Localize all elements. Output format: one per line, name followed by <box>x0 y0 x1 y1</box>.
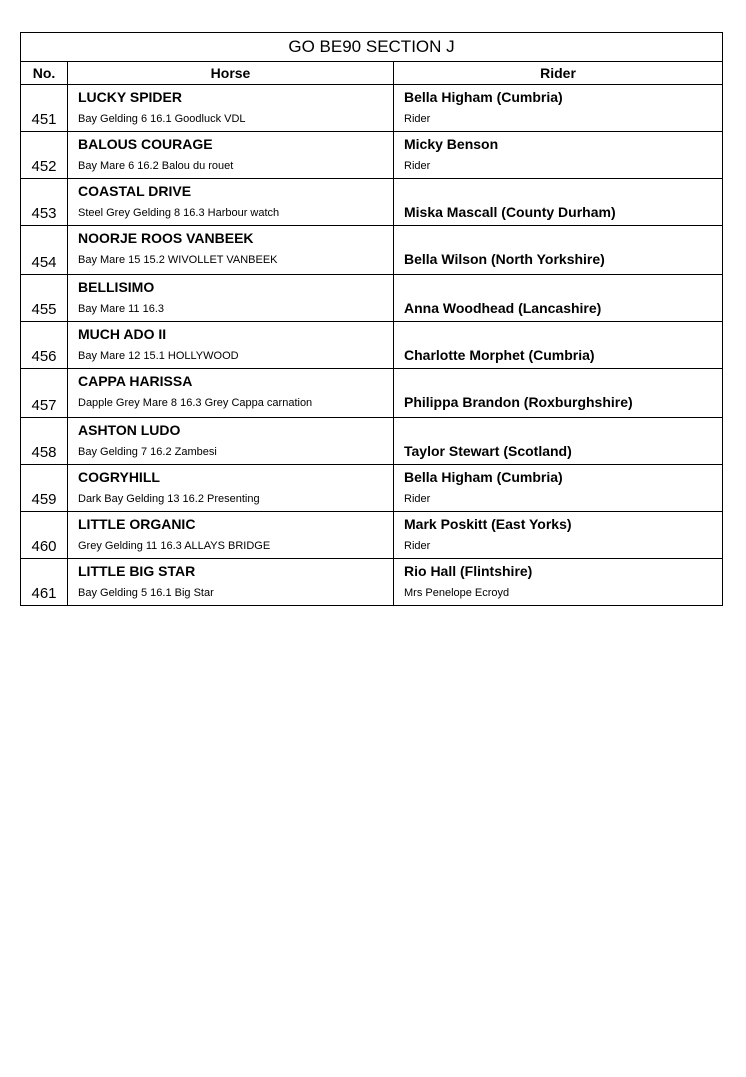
header-no: No. <box>21 62 68 85</box>
entry-number: 459 <box>21 465 68 512</box>
header-row <box>21 62 723 85</box>
table-row <box>21 369 723 418</box>
rider-name: Bella Higham (Cumbria) <box>404 469 563 485</box>
horse-details: Steel Grey Gelding 8 16.3 Harbour watch <box>78 207 280 219</box>
rider-name: Micky Benson <box>404 136 499 152</box>
entry-number: 461 <box>21 559 68 606</box>
rider-note: Rider <box>404 160 431 172</box>
rider-cell <box>394 369 723 418</box>
horse-cell <box>68 465 394 512</box>
rider-cell <box>394 132 723 179</box>
rider-name: Anna Woodhead (Lancashire) <box>404 300 602 316</box>
rider-name: Miska Mascall (County Durham) <box>404 204 616 220</box>
horse-name: BELLISIMO <box>78 279 155 295</box>
rider-cell <box>394 559 723 606</box>
horse-cell <box>68 512 394 559</box>
horse-name: MUCH ADO II <box>78 326 167 342</box>
horse-details: Dark Bay Gelding 13 16.2 Presenting <box>78 493 260 505</box>
horse-cell <box>68 132 394 179</box>
entry-number: 452 <box>21 132 68 179</box>
horse-details: Bay Mare 15 15.2 WIVOLLET VANBEEK <box>78 254 278 266</box>
entry-number: 455 <box>21 275 68 322</box>
horse-details: Bay Gelding 6 16.1 Goodluck VDL <box>78 113 246 125</box>
horse-details: Bay Mare 12 15.1 HOLLYWOOD <box>78 350 239 362</box>
rider-name: Mark Poskitt (East Yorks) <box>404 516 572 532</box>
entry-number: 457 <box>21 369 68 418</box>
table-row <box>21 559 723 606</box>
table-row <box>21 179 723 226</box>
horse-details: Dapple Grey Mare 8 16.3 Grey Cappa carnation <box>78 397 313 409</box>
rider-name: Bella Higham (Cumbria) <box>404 89 563 105</box>
entry-number: 456 <box>21 322 68 369</box>
rider-cell <box>394 85 723 132</box>
horse-details: Bay Mare 6 16.2 Balou du rouet <box>78 160 234 172</box>
rider-cell <box>394 465 723 512</box>
rider-name: Taylor Stewart (Scotland) <box>404 443 572 459</box>
entry-number: 460 <box>21 512 68 559</box>
table-row <box>21 418 723 465</box>
rider-note: Rider <box>404 493 431 505</box>
horse-cell <box>68 559 394 606</box>
entry-number: 454 <box>21 226 68 275</box>
horse-name: ASHTON LUDO <box>78 422 181 438</box>
horse-cell <box>68 275 394 322</box>
rider-cell <box>394 418 723 465</box>
horse-details: Bay Gelding 7 16.2 Zambesi <box>78 446 217 458</box>
table-row <box>21 275 723 322</box>
horse-name: BALOUS COURAGE <box>78 136 213 152</box>
horse-cell <box>68 226 394 275</box>
horse-name: NOORJE ROOS VANBEEK <box>78 230 254 246</box>
section-title: GO BE90 SECTION J <box>21 33 723 62</box>
table-row <box>21 465 723 512</box>
rider-name: Rio Hall (Flintshire) <box>404 563 533 579</box>
entry-number: 458 <box>21 418 68 465</box>
horse-name: COASTAL DRIVE <box>78 183 192 199</box>
horse-name: LUCKY SPIDER <box>78 89 182 105</box>
rider-cell <box>394 275 723 322</box>
title-row <box>21 33 723 62</box>
rider-cell <box>394 226 723 275</box>
table-row <box>21 512 723 559</box>
table-row <box>21 132 723 179</box>
horse-details: Grey Gelding 11 16.3 ALLAYS BRIDGE <box>78 540 271 552</box>
entries-table <box>20 32 723 606</box>
rider-cell <box>394 322 723 369</box>
header-horse: Horse <box>68 62 394 85</box>
horse-cell <box>68 85 394 132</box>
rider-note: Rider <box>404 113 431 125</box>
entry-number: 453 <box>21 179 68 226</box>
horse-details: Bay Mare 11 16.3 <box>78 303 165 315</box>
rider-note: Mrs Penelope Ecroyd <box>404 587 510 599</box>
horse-cell <box>68 322 394 369</box>
rider-cell <box>394 179 723 226</box>
horse-details: Bay Gelding 5 16.1 Big Star <box>78 587 214 599</box>
header-rider: Rider <box>394 62 723 85</box>
horse-cell <box>68 179 394 226</box>
horse-name: LITTLE ORGANIC <box>78 516 196 532</box>
entry-number: 451 <box>21 85 68 132</box>
rider-note: Rider <box>404 540 431 552</box>
table-row <box>21 322 723 369</box>
table-row <box>21 85 723 132</box>
horse-name: COGRYHILL <box>78 469 160 485</box>
rider-cell <box>394 512 723 559</box>
horse-cell <box>68 418 394 465</box>
rider-name: Philippa Brandon (Roxburghshire) <box>404 394 633 410</box>
rider-name: Charlotte Morphet (Cumbria) <box>404 347 595 363</box>
rider-name: Bella Wilson (North Yorkshire) <box>404 251 605 267</box>
table-row <box>21 226 723 275</box>
horse-cell <box>68 369 394 418</box>
horse-name: LITTLE BIG STAR <box>78 563 196 579</box>
horse-name: CAPPA HARISSA <box>78 373 193 389</box>
